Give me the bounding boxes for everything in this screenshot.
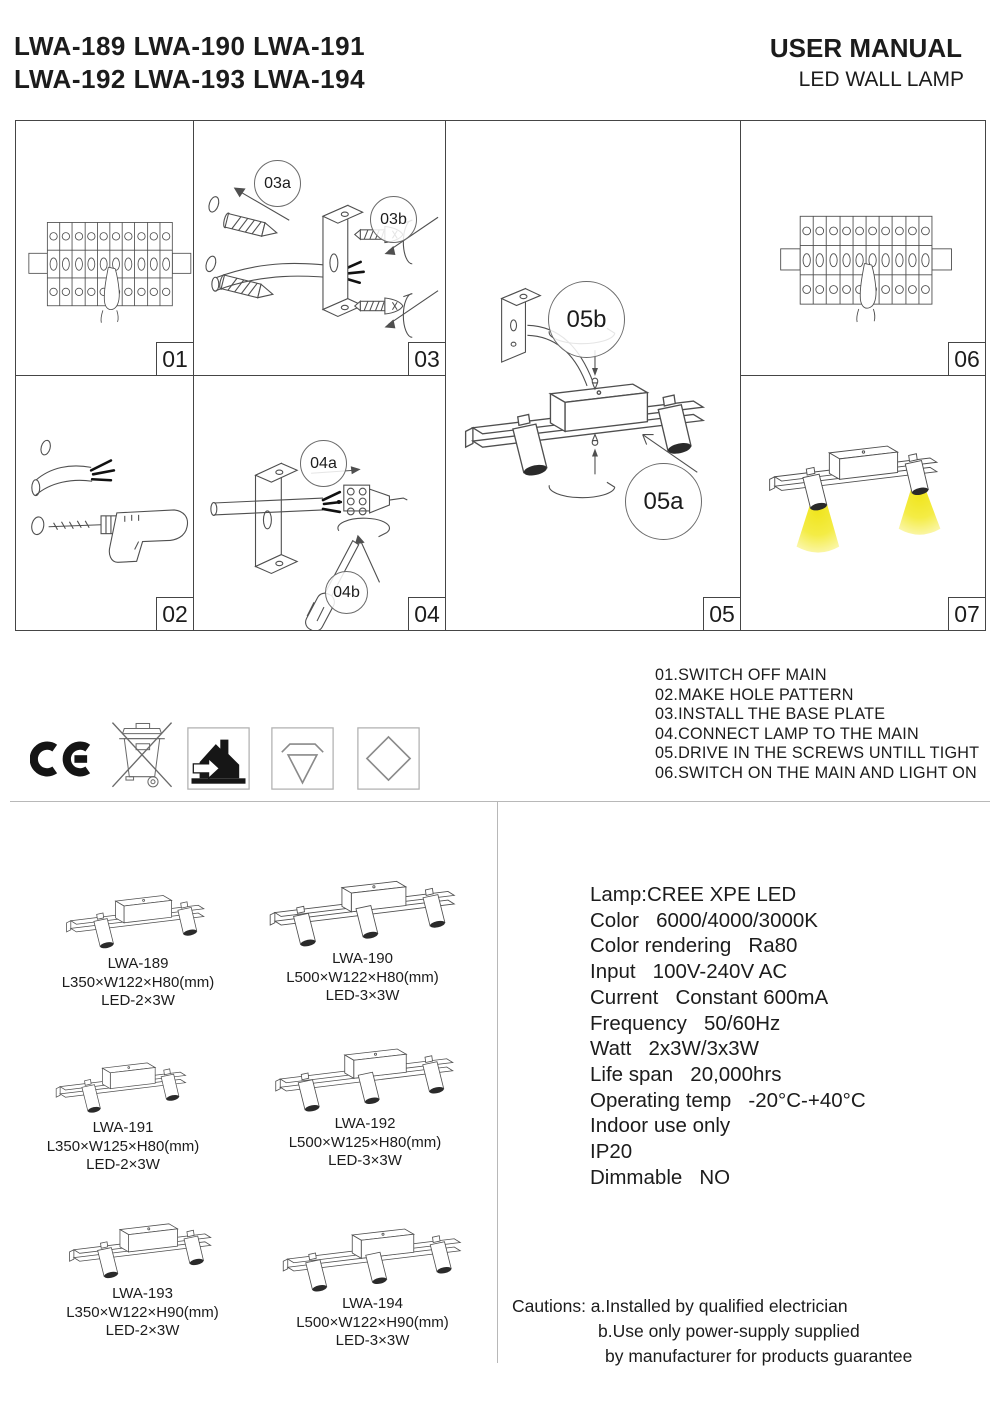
manual-subtitle: LED WALL LAMP <box>798 68 964 91</box>
light-beam-left <box>797 503 840 553</box>
page-title-models <box>14 30 365 96</box>
product-dimensions: L350×W122×H90(mm) <box>66 1303 219 1321</box>
product-led: LED-3×3W <box>325 987 400 1004</box>
install-step-panel-06 <box>740 120 986 376</box>
product-model: LWA-193 <box>112 1285 173 1302</box>
model-numbers-line2: LWA-192 LWA-193 LWA-194 <box>14 64 366 94</box>
install-step-panel-03 <box>193 120 446 376</box>
spec-line: Life span 20,000hrs <box>590 1062 782 1086</box>
product-model: LWA-194 <box>342 1295 403 1312</box>
model-numbers-line1: LWA-189 LWA-190 LWA-191 <box>14 31 366 61</box>
callout-04b: 04b <box>325 571 368 614</box>
product-led: LED-2×3W <box>86 1156 160 1173</box>
lamp-3-head-drawing <box>260 1220 485 1295</box>
install-step-panel-02 <box>15 375 194 631</box>
callout-05b: 05b <box>548 281 625 358</box>
spec-line: Color 6000/4000/3000K <box>590 908 818 932</box>
ceiling-recessed-icon <box>271 727 334 790</box>
product-model: LWA-190 <box>332 950 393 967</box>
spec-line: Dimmable NO <box>590 1165 731 1189</box>
product-led: LED-3×3W <box>335 1332 410 1349</box>
install-step-panel-05 <box>445 120 741 631</box>
lamp-3-head-drawing <box>246 1040 484 1115</box>
manual-title: USER MANUAL <box>769 33 962 63</box>
callout-05a: 05a <box>625 463 702 540</box>
product-dimensions: L500×W125×H80(mm) <box>288 1133 442 1151</box>
product-model: LWA-192 <box>334 1115 396 1132</box>
product-dimensions: L500×W122×H90(mm) <box>296 1313 449 1331</box>
cautions-block <box>512 1294 912 1369</box>
spec-line: Indoor use only <box>590 1114 731 1138</box>
connect-wires-drawing <box>194 376 445 630</box>
install-step-text: 01.SWITCH OFF MAIN <box>655 666 827 684</box>
weee-bin-icon <box>104 714 180 798</box>
spec-line: Current Constant 600mA <box>590 985 829 1009</box>
spec-line: Color rendering Ra80 <box>590 934 798 958</box>
spec-line: Operating temp -20°C-+40°C <box>590 1088 866 1112</box>
panel-number-label: 05 <box>703 597 741 631</box>
lamp-2-head-drawing <box>26 1053 221 1119</box>
drill-hole-pattern-drawing <box>16 376 193 630</box>
callout-04a: 04a <box>300 440 347 487</box>
product-dimensions: L350×W122×H80(mm) <box>61 973 215 991</box>
spec-line: Frequency 50/60Hz <box>590 1011 781 1035</box>
panel-number-label: 04 <box>408 597 446 631</box>
product-card-lwa190 <box>235 872 490 1006</box>
base-plate-install-drawing <box>194 121 445 375</box>
product-led: LED-2×3W <box>105 1322 180 1339</box>
ce-mark-icon <box>30 736 96 782</box>
product-card-lwa192 <box>240 1040 490 1171</box>
product-card-lwa193 <box>35 1213 250 1341</box>
spec-line: Input 100V-240V AC <box>590 960 788 984</box>
install-step-text: 03.INSTALL THE BASE PLATE <box>655 705 886 723</box>
lamp-2-head-drawing <box>38 885 238 955</box>
spec-line: IP20 <box>590 1140 633 1164</box>
specifications-list <box>590 882 866 1190</box>
install-step-panel-04 <box>193 375 446 631</box>
product-card-lwa189 <box>28 885 248 1011</box>
callout-03a: 03a <box>254 160 301 207</box>
indoor-use-icon <box>187 727 250 790</box>
install-step-text: 02.MAKE HOLE PATTERN <box>655 685 854 704</box>
product-card-lwa191 <box>18 1053 228 1175</box>
vertical-divider <box>497 801 498 1363</box>
panel-number-label: 03 <box>408 342 446 376</box>
product-led: LED-3×3W <box>328 1152 402 1169</box>
panel-number-label: 06 <box>948 342 986 376</box>
cautions-line-a: Cautions: a.Installed by qualified electrician <box>512 1296 848 1316</box>
switch-off-main-drawing <box>16 121 193 375</box>
horizontal-divider <box>10 801 990 802</box>
callout-03b: 03b <box>370 196 417 243</box>
switch-on-main-drawing <box>741 121 985 375</box>
product-card-lwa194 <box>255 1220 490 1351</box>
product-dimensions: L500×W122×H80(mm) <box>286 968 439 986</box>
double-insulation-icon <box>357 727 420 790</box>
install-step-panel-07 <box>740 375 986 631</box>
lamp-2-head-drawing <box>43 1213 243 1285</box>
spec-line: Lamp:CREE XPE LED <box>590 883 797 906</box>
cautions-line-b2: by manufacturer for products guarantee <box>605 1346 913 1366</box>
panel-number-label: 01 <box>156 342 194 376</box>
panel-number-label: 07 <box>948 597 986 631</box>
cautions-line-b: b.Use only power-supply supplied <box>598 1321 860 1341</box>
install-step-text: 06.SWITCH ON THE MAIN AND LIGHT ON <box>655 763 977 782</box>
spec-line: Watt 2x3W/3x3W <box>590 1037 759 1061</box>
panel-number-label: 02 <box>156 597 194 631</box>
product-model: LWA-189 <box>107 955 169 972</box>
lamp-3-head-drawing <box>243 872 483 950</box>
install-step-text: 04.CONNECT LAMP TO THE MAIN <box>655 724 919 743</box>
product-led: LED-2×3W <box>101 992 175 1009</box>
installation-instructions <box>655 666 979 783</box>
lamp-light-on-drawing <box>741 376 985 630</box>
install-step-panel-01 <box>15 120 194 376</box>
product-dimensions: L350×W125×H80(mm) <box>46 1137 200 1155</box>
tighten-screws-drawing <box>446 121 740 630</box>
install-step-text: 05.DRIVE IN THE SCREWS UNTILL TIGHT <box>655 744 980 762</box>
product-model: LWA-191 <box>92 1119 154 1136</box>
